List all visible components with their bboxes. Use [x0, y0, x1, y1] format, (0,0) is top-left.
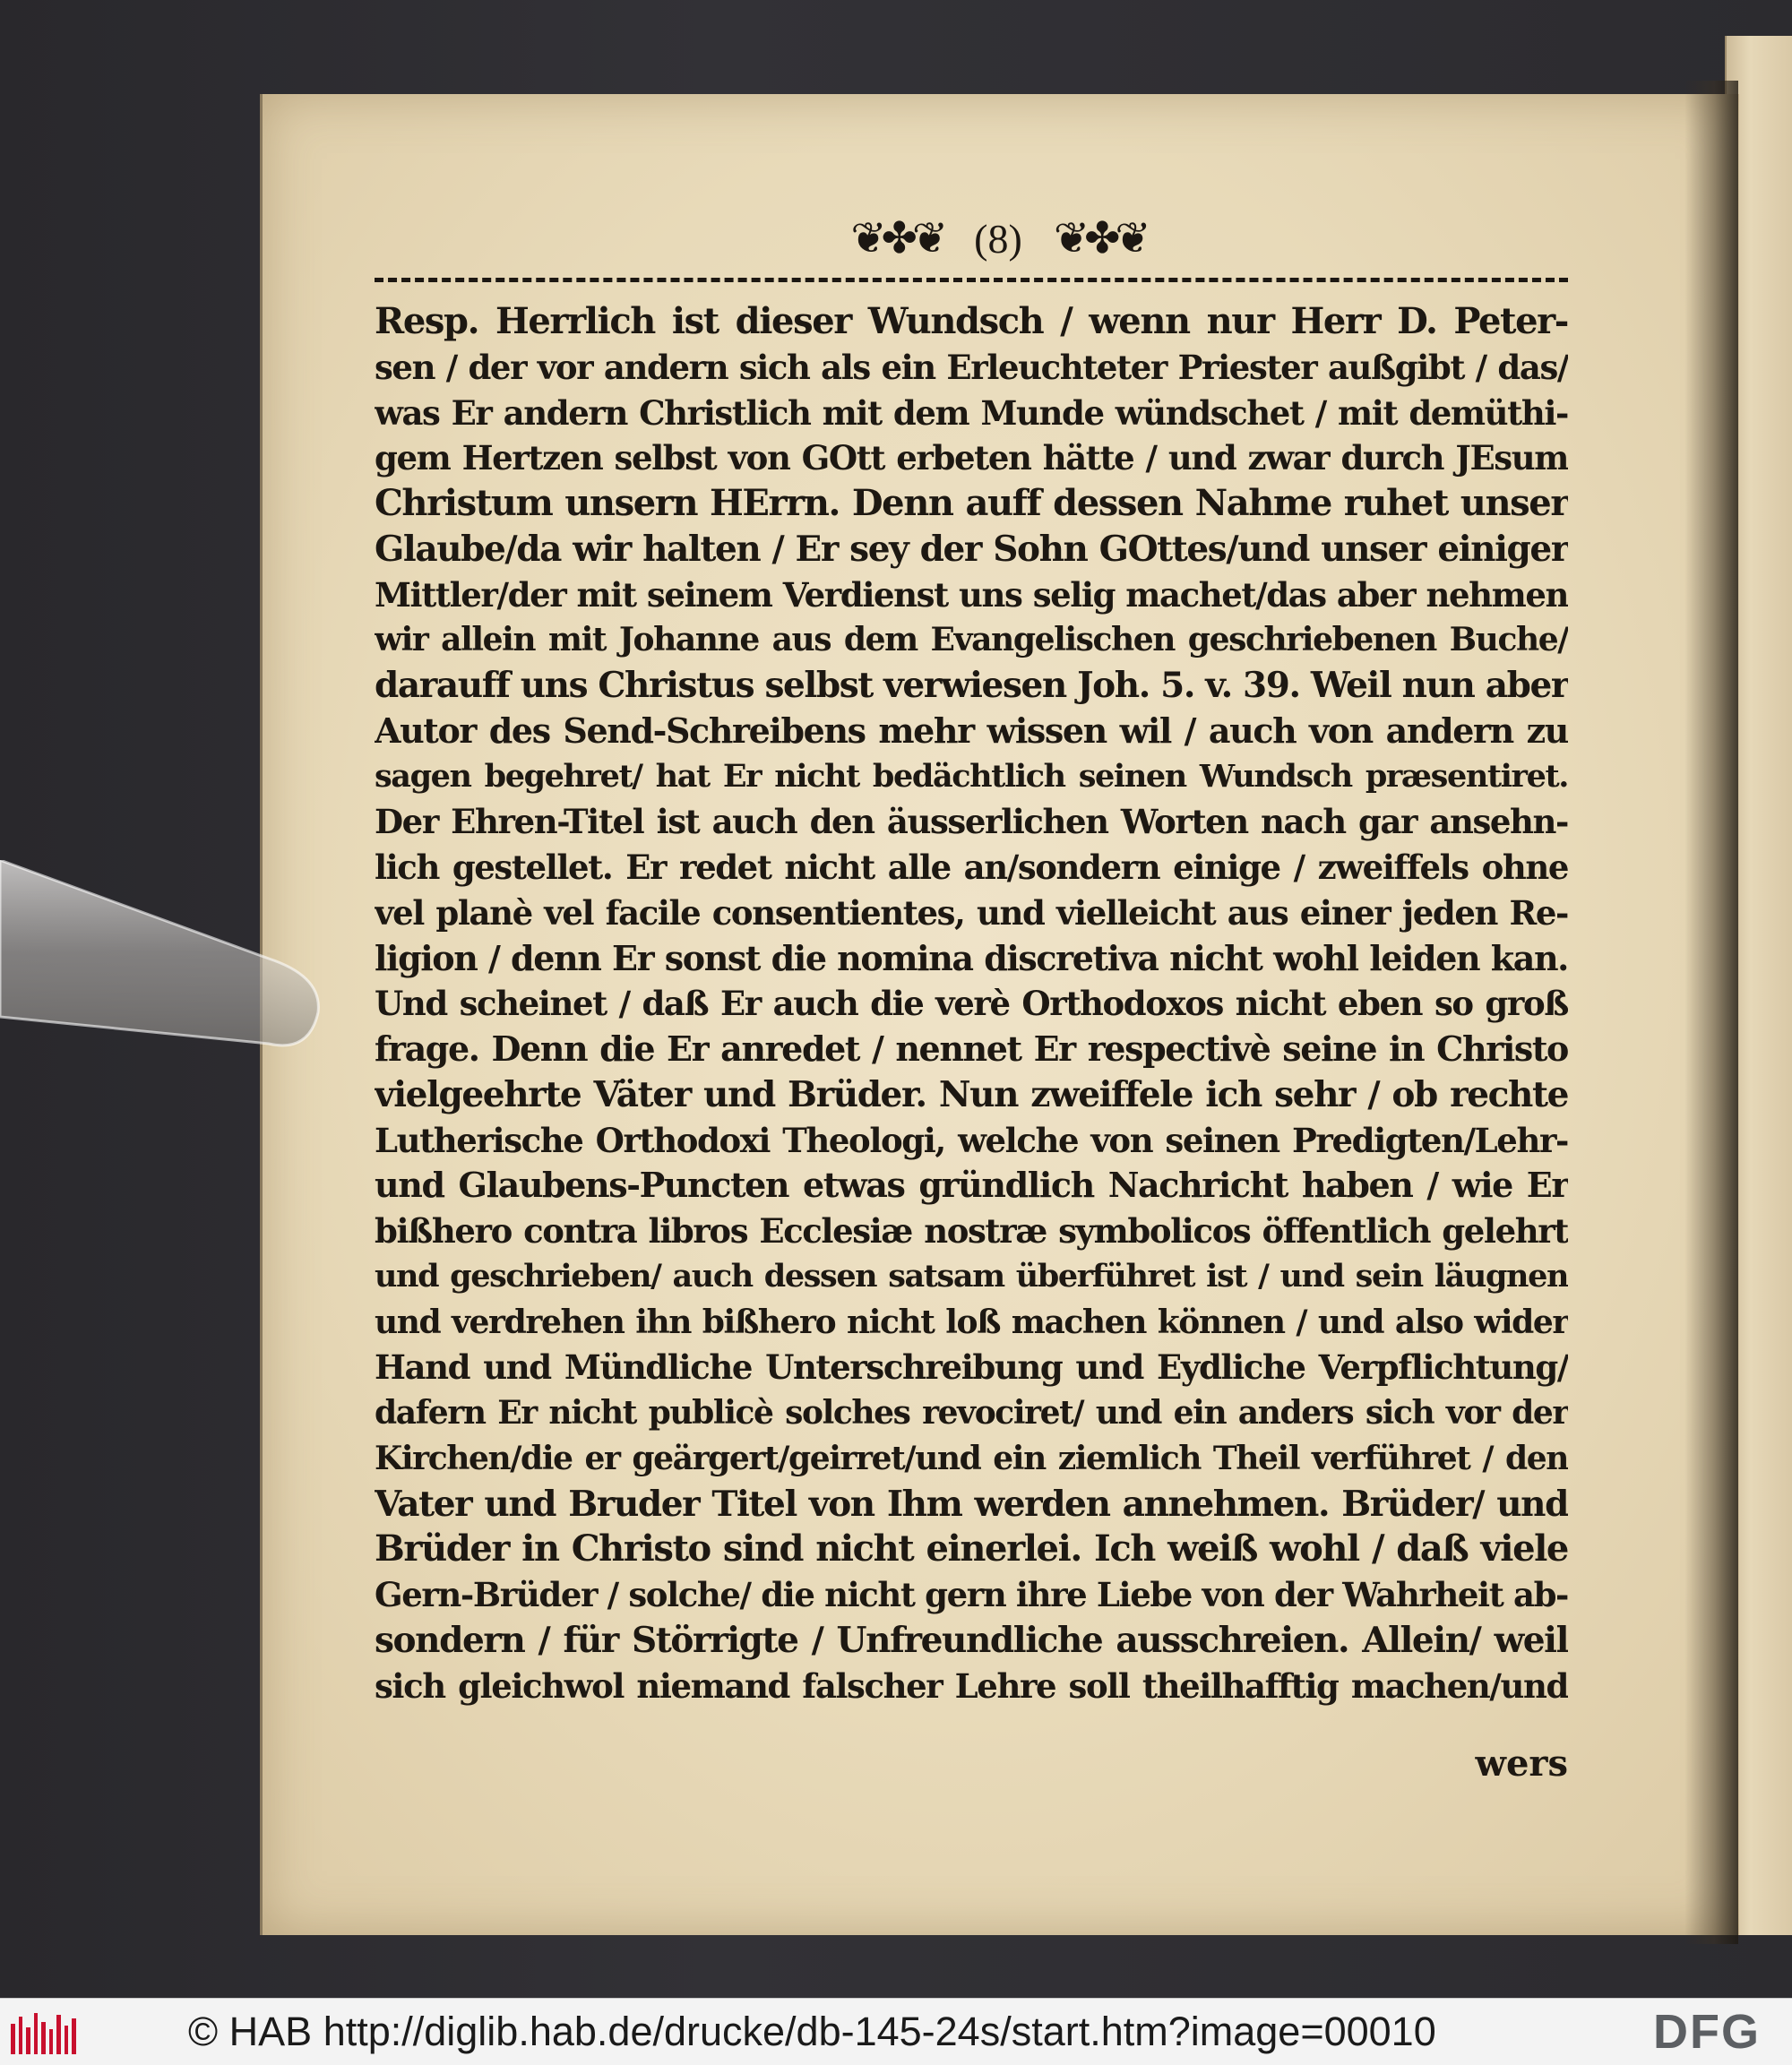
text-line: Vater und Bruder Titel von Ihm werden annehmen. Brüder/ und: [375, 1483, 1568, 1525]
text-line: vel planè vel facile consentientes, und vielleicht aus einer jeden Re-: [375, 892, 1568, 933]
text-line: sen / der vor andern sich als ein Erleuchteter Priester außgibt / das/: [375, 347, 1568, 387]
text-line: ligion / denn Er sonst die nomina discretiva nicht wohl leiden kan.: [375, 937, 1568, 978]
text-line: und geschrieben/ auch dessen satsam überführet ist / und sein läugnen: [375, 1257, 1568, 1295]
text-line: und Glaubens-Puncten etwas gründlich Nachricht haben / wie Er: [375, 1165, 1568, 1206]
text-line: Resp. Herrlich ist dieser Wundsch / wenn nur Herr D. Peter-: [375, 300, 1568, 342]
right-fleuron-icon: ❦✤❦: [1053, 213, 1146, 263]
text-line: was Er andern Christlich mit dem Munde wündschet / mit demüthi-: [375, 392, 1568, 433]
page-header: [260, 213, 1736, 263]
copyright-link[interactable]: © HAB http://diglib.hab.de/drucke/db-145-24s/start.htm?image=00010: [188, 2009, 1436, 2054]
text-line: Autor des Send-Schreibens mehr wissen wil / auch von andern zu: [375, 710, 1568, 751]
text-line: sagen begehret/ hat Er nicht bedächtlich seinen Wundsch præsentiret.: [375, 757, 1568, 795]
text-line: gem Hertzen selbst von GOtt erbeten hätte / und zwar durch JEsum: [375, 438, 1568, 478]
text-line: Und scheinet / daß Er auch die verè Orthodoxos nicht eben so groß: [375, 984, 1568, 1024]
page-number: (8): [974, 215, 1022, 262]
text-line: frage. Denn die Er anredet / nennet Er respectivè seine in Christo: [375, 1028, 1568, 1069]
text-line: Lutherische Orthodoxi Theologi, welche von seinen Predigten/Lehr-: [375, 1120, 1568, 1160]
text-line: Gern-Brüder / solche/ die nicht gern ihre Liebe von der Wahrheit ab-: [375, 1575, 1568, 1614]
left-fleuron-icon: ❦✤❦: [850, 213, 943, 263]
catchword: wers: [1475, 1742, 1568, 1785]
body-text: [375, 299, 1568, 1708]
text-line: Kirchen/die er geärgert/geirret/und ein ziemlich Theil verführet / den: [375, 1439, 1568, 1477]
text-line: dafern Er nicht publicè solches revociret/ und ein anders sich vor der: [375, 1394, 1568, 1432]
barcode-icon: [11, 2011, 81, 2054]
text-line: Brüder in Christo sind nicht einerlei. Ich weiß wohl / daß viele: [375, 1527, 1568, 1570]
text-line: vielgeehrte Väter und Brüder. Nun zweiffele ich sehr / ob rechte: [375, 1073, 1568, 1115]
dfg-logo: DFG: [1653, 2005, 1761, 2059]
header-rule: [375, 278, 1568, 282]
text-line: lich gestellet. Er redet nicht alle an/sondern einige / zweiffels ohne: [375, 848, 1568, 887]
viewer-footer: [0, 1998, 1792, 2065]
text-line: darauff uns Christus selbst verwiesen Joh. 5. v. 39. Weil nun aber: [375, 665, 1568, 706]
text-line: sondern / für Störrigte / Unfreundliche ausschreien. Allein/ weil: [375, 1619, 1568, 1661]
text-line: Christum unsern HErrn. Denn auff dessen Nahme ruhet unser: [375, 482, 1568, 524]
text-line: sich gleichwol niemand falscher Lehre soll theilhafftig machen/und: [375, 1665, 1568, 1706]
page-holder-strip: [0, 860, 332, 1066]
text-line: wir allein mit Johanne aus dem Evangelischen geschriebenen Buche/: [375, 621, 1568, 659]
text-line: Mittler/der mit seinem Verdienst uns selig machet/das aber nehmen: [375, 574, 1568, 615]
text-line: Glaube/da wir halten / Er sey der Sohn GOttes/und unser einiger: [375, 528, 1568, 570]
text-line: und verdrehen ihn bißhero nicht loß machen können / und also wider: [375, 1303, 1568, 1341]
page-gutter-shadow: [1684, 81, 1738, 1944]
text-line: bißhero contra libros Ecclesiæ nostræ symbolicos öffentlich gelehrt: [375, 1211, 1568, 1251]
text-line: Der Ehren-Titel ist auch den äusserlichen Worten nach gar ansehn-: [375, 802, 1568, 842]
text-line: Hand und Mündliche Unterschreibung und Eydliche Verpflichtung/: [375, 1347, 1568, 1388]
